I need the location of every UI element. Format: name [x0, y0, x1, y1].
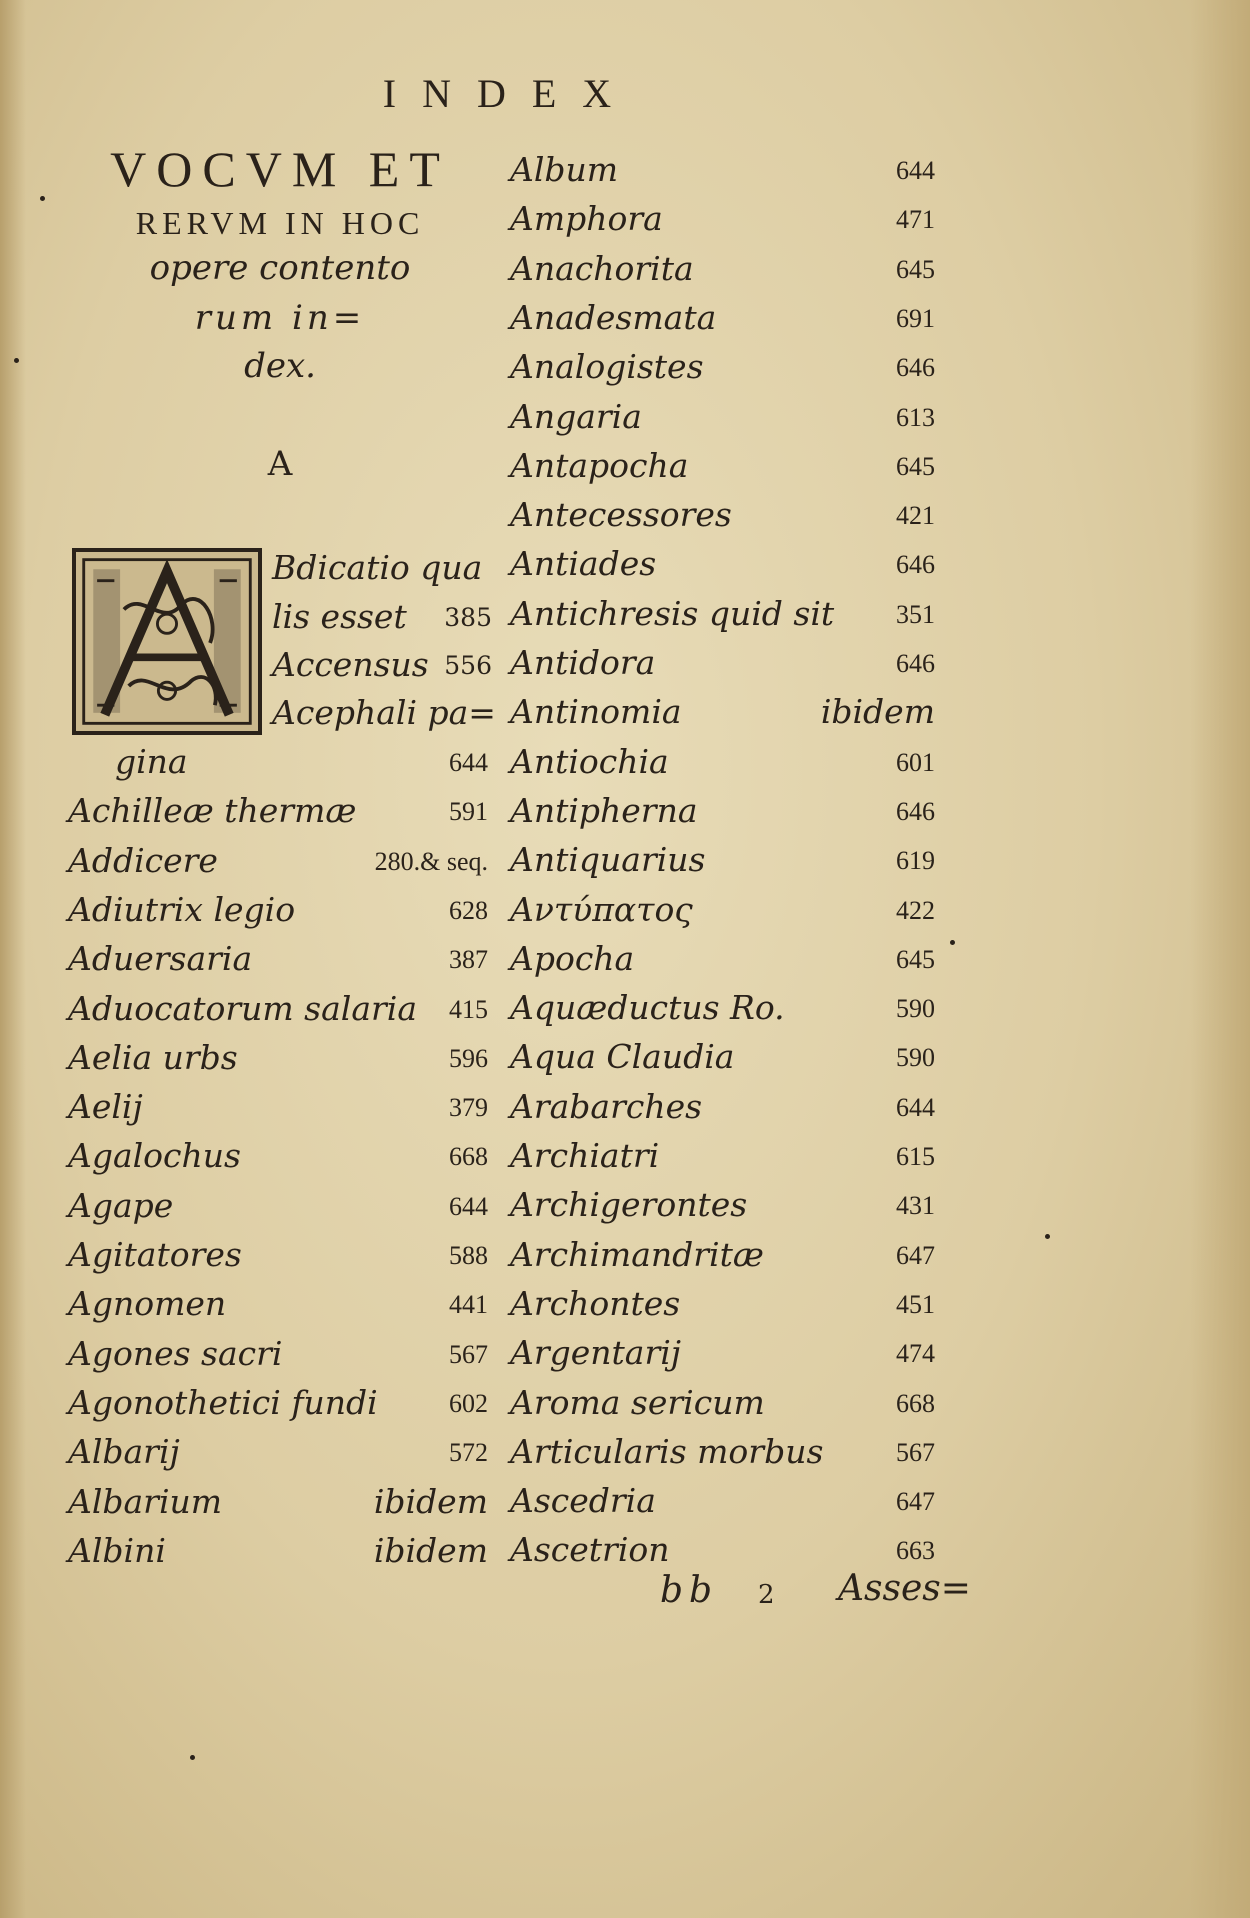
index-term: Anadesmata	[510, 297, 717, 337]
index-term: Antiades	[510, 544, 657, 584]
page-number: 556	[444, 651, 492, 680]
index-entry	[510, 1383, 935, 1431]
index-entry	[68, 1334, 488, 1382]
index-term: Analogistes	[510, 347, 704, 387]
page-number: 431	[896, 1191, 935, 1221]
index-entry	[510, 939, 935, 987]
index-term: Agape	[68, 1185, 174, 1225]
index-entry	[68, 1531, 488, 1579]
page-number: ibidem	[373, 1530, 488, 1570]
page-number: 474	[896, 1339, 935, 1369]
index-entry	[68, 939, 488, 987]
index-term: Aquæductus Ro.	[510, 988, 785, 1028]
page-number: 602	[449, 1388, 488, 1418]
page-number: 691	[896, 303, 935, 333]
signature-number: 2	[758, 1580, 775, 1610]
page-number: 379	[449, 1093, 488, 1123]
page-number: 668	[449, 1142, 488, 1172]
index-entry	[510, 890, 935, 938]
page-number: 351	[896, 599, 935, 629]
index-entry	[68, 989, 488, 1037]
page-number: 588	[449, 1241, 488, 1270]
index-entry	[68, 1038, 488, 1086]
index-term: Aelij	[68, 1087, 143, 1127]
ink-speck	[40, 196, 45, 201]
index-entry	[510, 249, 935, 297]
index-term: Argentarij	[510, 1333, 682, 1373]
page-number: 647	[896, 1240, 935, 1270]
index-term: gina	[115, 742, 188, 781]
index-term: Agonothetici fundi	[68, 1382, 378, 1422]
index-entry	[510, 1333, 935, 1381]
index-entry	[510, 643, 935, 691]
index-term: Antidora	[510, 643, 656, 682]
index-term: Aduocatorum salaria	[68, 988, 418, 1028]
index-term: Agalochus	[68, 1136, 241, 1176]
page-number: 645	[896, 451, 935, 481]
index-term: Antiquarius	[510, 840, 706, 880]
page-number: 663	[896, 1536, 935, 1566]
page-number: 615	[896, 1142, 935, 1171]
index-entry	[510, 742, 935, 790]
page-number: 628	[449, 895, 488, 925]
page-number: 646	[896, 550, 935, 580]
index-entry	[510, 495, 935, 543]
index-term: Albarium	[68, 1481, 223, 1521]
index-entry	[510, 150, 935, 198]
index-entry	[68, 1136, 488, 1184]
index-entry	[68, 1432, 488, 1480]
page-number: 645	[896, 944, 935, 974]
index-entry	[68, 1482, 488, 1530]
index-term: Accensus	[272, 645, 429, 684]
index-term: Agnomen	[68, 1284, 227, 1324]
index-entry	[510, 1481, 935, 1529]
page-number: ibidem	[820, 692, 935, 732]
index-term: Antapocha	[510, 445, 689, 485]
index-entry	[68, 841, 488, 889]
index-term: Αντύπατος	[510, 889, 693, 929]
catchword: Asses=	[838, 1568, 971, 1609]
page-number: 387	[449, 945, 488, 975]
index-entry	[510, 594, 935, 642]
index-term: Antecessores	[510, 495, 732, 535]
index-entry	[510, 1235, 935, 1283]
index-entry	[115, 742, 488, 790]
drop-cap-line	[272, 597, 492, 645]
page-number: 601	[896, 747, 935, 777]
page-number: 422	[896, 895, 935, 925]
index-term: Achilleæ thermæ	[68, 791, 357, 831]
page-number: 646	[896, 796, 935, 826]
page-number: 590	[896, 1043, 935, 1073]
page-shadow-right	[1190, 0, 1250, 1918]
index-term: Album	[510, 150, 619, 189]
index-entry	[510, 1432, 935, 1480]
page-number: 441	[449, 1290, 488, 1320]
page-number: 421	[896, 501, 935, 531]
index-term: Arabarches	[510, 1086, 703, 1126]
page-number: 567	[449, 1339, 488, 1369]
page-number: 644	[449, 748, 488, 777]
heading-line-2: RERVM IN HOC	[135, 205, 425, 241]
signature-mark: bb	[660, 1570, 719, 1611]
index-term: Angaria	[510, 396, 642, 436]
page-number: 591	[449, 797, 488, 827]
ink-speck	[190, 1755, 195, 1760]
page-number: 471	[896, 205, 935, 235]
page-number: 572	[449, 1438, 488, 1468]
index-term: Archigerontes	[510, 1185, 748, 1225]
index-entry	[510, 988, 935, 1036]
index-term: Antinomia	[510, 692, 682, 732]
index-entry	[510, 446, 935, 494]
ink-speck	[950, 940, 955, 945]
index-term: Archiatri	[510, 1136, 660, 1175]
page-number: 646	[896, 353, 935, 383]
index-entry	[510, 1136, 935, 1184]
page-number: 645	[896, 254, 935, 284]
index-term: Albarij	[68, 1432, 180, 1472]
heading-line-1: VOCVM ET	[110, 141, 450, 197]
index-entry	[68, 1186, 488, 1234]
index-entry	[510, 298, 935, 346]
drop-cap-line	[272, 548, 492, 596]
index-entry	[510, 397, 935, 445]
index-entry	[510, 199, 935, 247]
index-term: Acephali pa=	[272, 693, 496, 732]
page-number: 647	[896, 1487, 935, 1517]
page-number: 590	[896, 994, 935, 1024]
index-term: Agitatores	[68, 1235, 242, 1274]
page-number: 613	[896, 402, 935, 432]
index-entry	[510, 347, 935, 395]
page-number: 451	[896, 1289, 935, 1319]
heading-line-4: rum in=	[194, 298, 366, 338]
index-entry	[510, 692, 935, 740]
page-number: 644	[896, 1092, 935, 1122]
index-term: Aduersaria	[68, 939, 253, 979]
index-term: Antichresis quid sit	[510, 593, 835, 633]
page-number: ibidem	[373, 1481, 488, 1521]
index-entry	[68, 1235, 488, 1283]
index-entry	[68, 1087, 488, 1135]
index-term: Articularis morbus	[510, 1431, 824, 1471]
ink-speck	[1045, 1234, 1050, 1239]
ink-speck	[14, 358, 19, 363]
page-number: 644	[449, 1191, 488, 1221]
index-entry	[68, 1383, 488, 1431]
decorated-initial-a	[72, 548, 262, 735]
index-term: Apocha	[510, 938, 635, 978]
index-term: Bdicatio qua	[272, 548, 483, 587]
heading-line-5: dex.	[244, 346, 316, 386]
section-letter: A	[267, 444, 293, 484]
heading-line-3: opere contento	[149, 248, 411, 288]
ornament-icon	[76, 552, 258, 731]
index-term: Addicere	[68, 840, 218, 880]
page-number: 385	[444, 603, 492, 632]
drop-cap-line	[272, 645, 492, 693]
page-title: INDEX	[382, 71, 638, 116]
index-entry	[510, 1037, 935, 1085]
index-entry	[510, 1087, 935, 1135]
index-entry	[510, 791, 935, 839]
index-entry	[510, 1185, 935, 1233]
index-entry	[68, 890, 488, 938]
index-term: Aelia urbs	[68, 1037, 238, 1077]
page-number: 668	[896, 1388, 935, 1418]
page-number: 646	[896, 649, 935, 678]
index-entry	[68, 791, 488, 839]
drop-cap-line	[272, 693, 496, 741]
index-term: lis esset	[272, 597, 407, 636]
page-number: 596	[449, 1043, 488, 1073]
index-term: Aqua Claudia	[510, 1037, 735, 1077]
index-term: Albini	[68, 1530, 166, 1570]
page-number: 619	[896, 846, 935, 876]
index-entry	[68, 1284, 488, 1332]
index-term: Amphora	[510, 199, 663, 239]
index-term: Antipherna	[510, 790, 698, 830]
index-term: Ascetrion	[510, 1530, 670, 1570]
index-entry	[510, 1284, 935, 1332]
index-term: Agones sacri	[68, 1333, 283, 1373]
index-term: Ascedria	[510, 1481, 656, 1521]
index-entry	[510, 840, 935, 888]
page-shadow-left	[0, 0, 26, 1918]
index-term: Adiutrix legio	[68, 889, 296, 929]
index-term: Archimandritæ	[510, 1234, 764, 1274]
page-number: 644	[896, 156, 935, 185]
index-term: Archontes	[510, 1283, 681, 1323]
page-number: 567	[896, 1437, 935, 1467]
index-term: Aroma sericum	[510, 1382, 765, 1422]
page-number: 415	[449, 994, 488, 1024]
index-term: Anachorita	[510, 248, 694, 288]
page-number: 280.& seq.	[374, 846, 488, 876]
index-entry	[510, 544, 935, 592]
index-term: Antiochia	[510, 741, 669, 781]
